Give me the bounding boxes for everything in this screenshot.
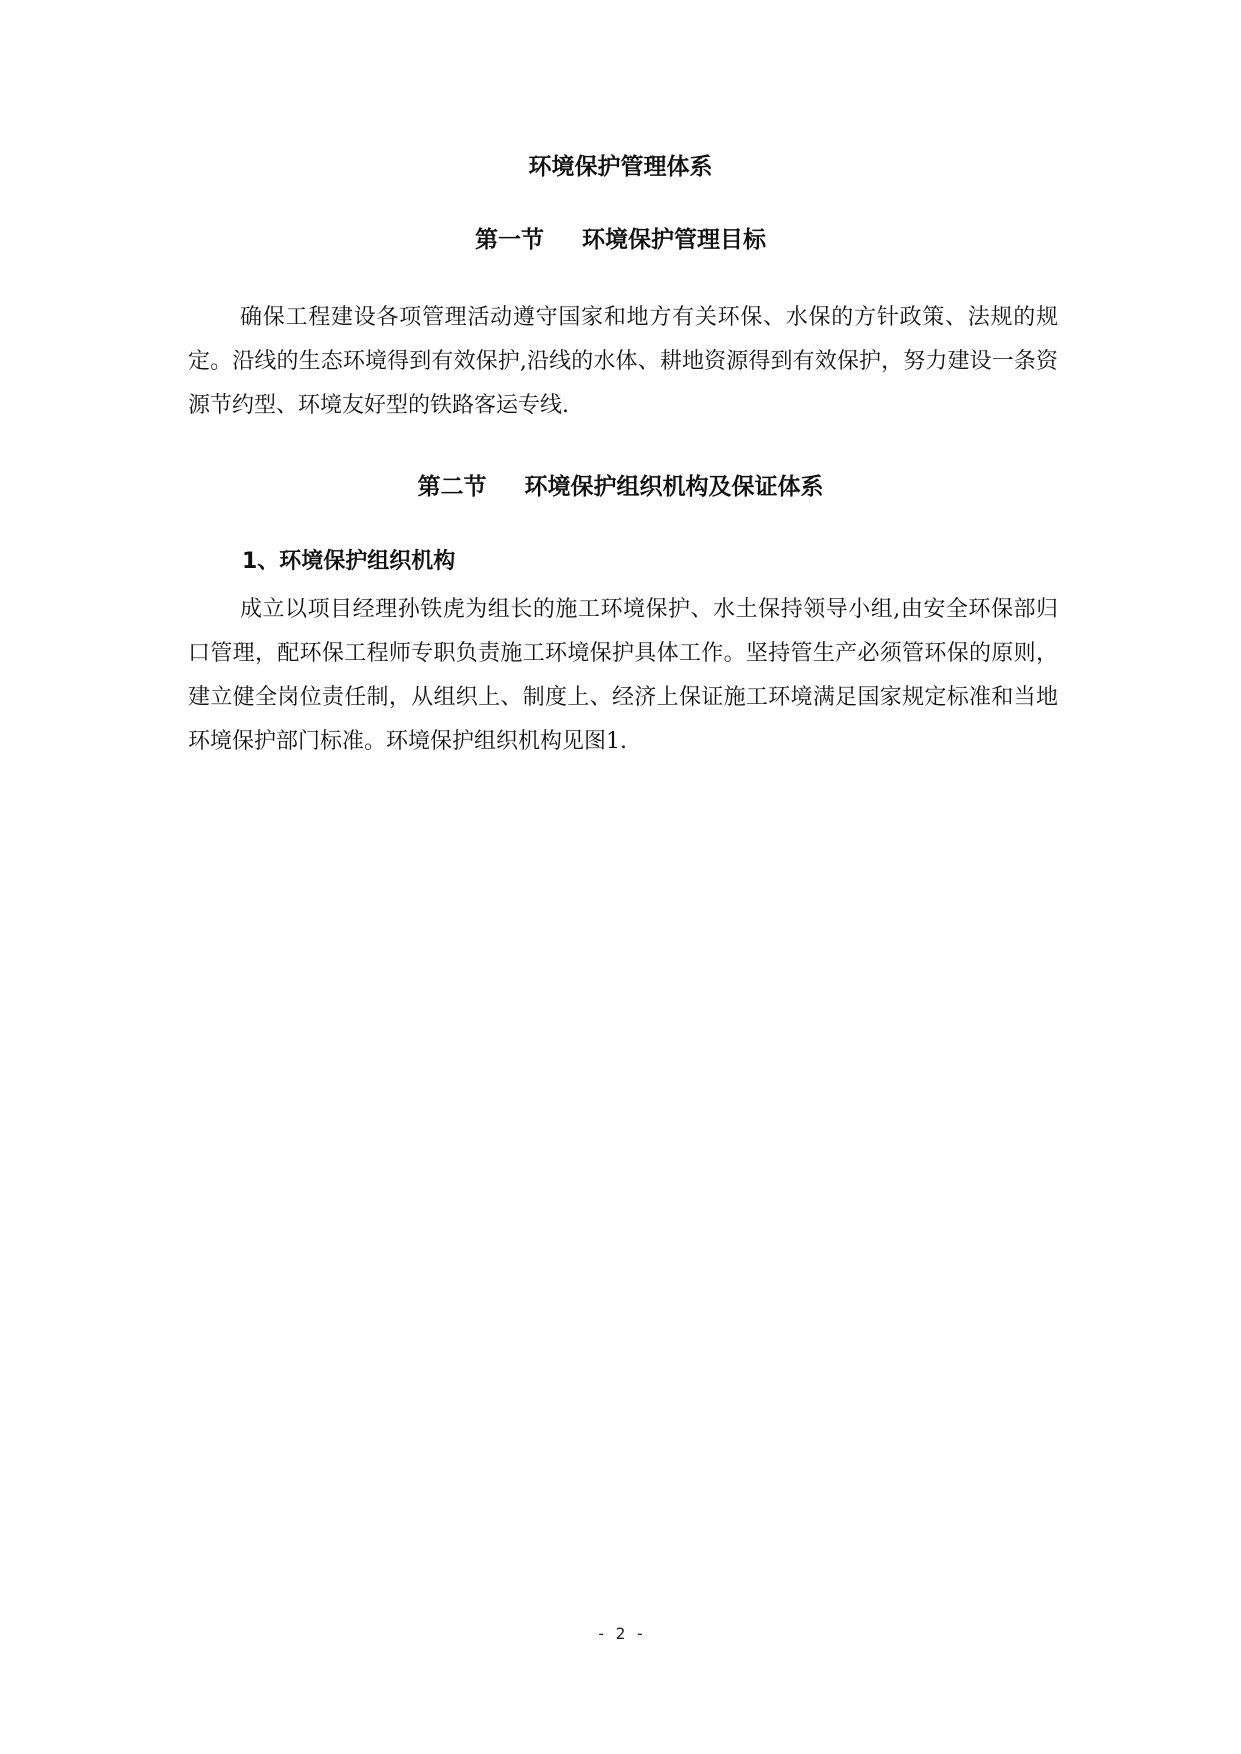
section-1-heading bbox=[0, 223, 1241, 257]
section-1-number: 第一节 bbox=[475, 227, 544, 253]
subsection-1-paragraph: 成立以项目经理孙铁虎为组长的施工环境保护、水土保持领导小组,由安全环保部归口管理，配环保工程师专职负责施工环境保护具体工作。坚持管生产必须管环保的原则，建立健全岗位责任制，从组织上、制度上、经济上保证施工环境满足国家规定标准和当地环境保护部门标准。环境保护组织机构见图1. bbox=[188, 597, 1058, 754]
page-number: - 2 - bbox=[596, 1624, 645, 1643]
section-1-paragraph: 确保工程建设各项管理活动遵守国家和地方有关环保、水保的方针政策、法规的规定。沿线的生态环境得到有效保护,沿线的水体、耕地资源得到有效保护，努力建设一条资源节约型、环境友好型的铁路客运专线. bbox=[188, 305, 1058, 418]
section-2-number: 第二节 bbox=[417, 474, 487, 500]
section-2-heading bbox=[0, 470, 1241, 504]
subsection-1-heading: 1、环境保护组织机构 bbox=[242, 549, 456, 574]
document-title: 环境保护管理体系 bbox=[528, 154, 713, 180]
section-1-title: 环境保护管理目标 bbox=[582, 227, 766, 253]
section-2-title: 环境保护组织机构及保证体系 bbox=[524, 474, 824, 500]
